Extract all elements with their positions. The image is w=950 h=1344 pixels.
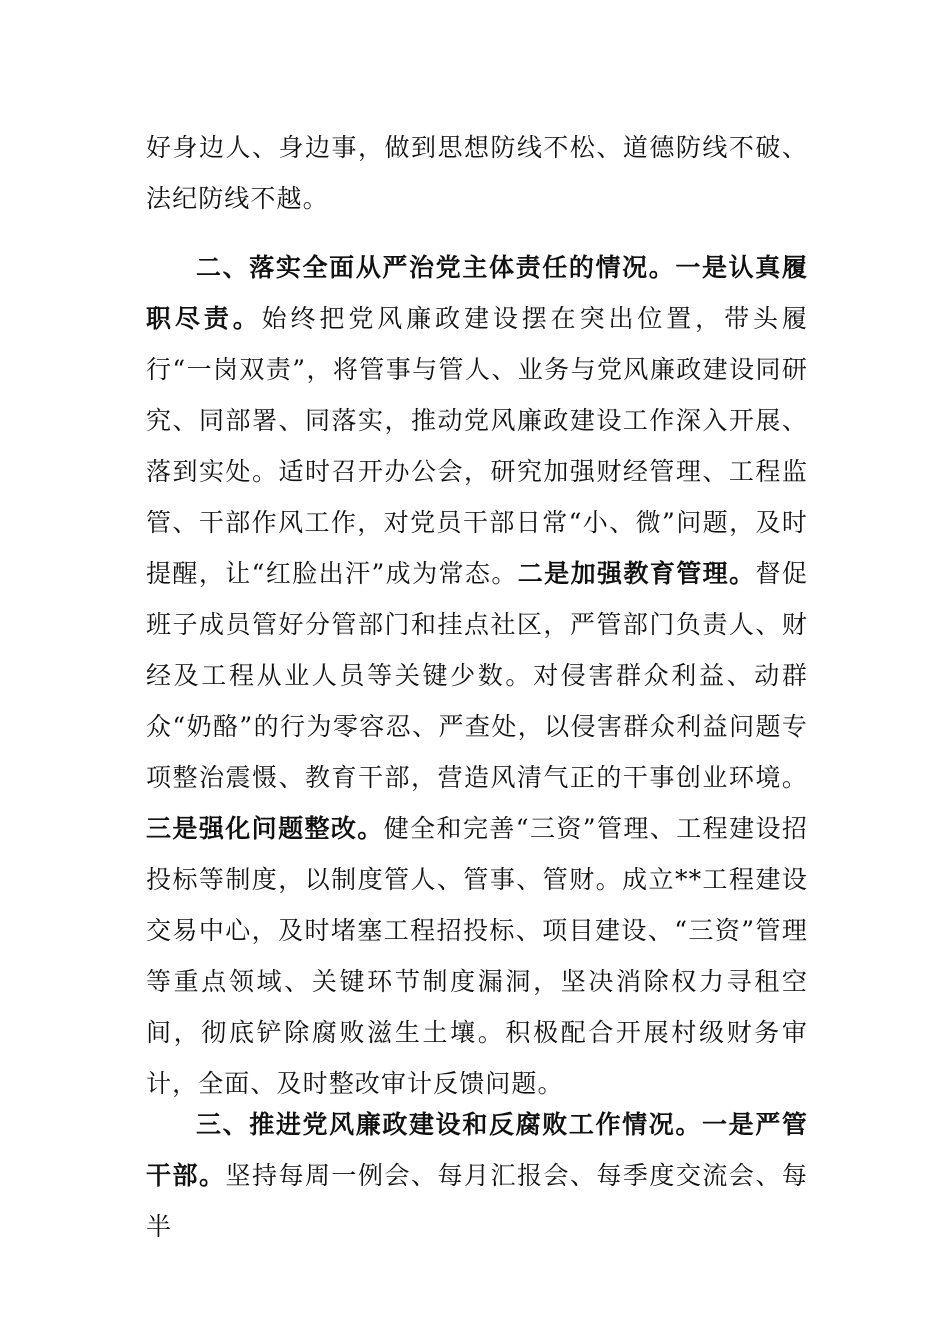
section-two-heading: 二、落实全面从严治党主体责任的情况。一是认真履职尽责。 [146,253,808,333]
paragraph-text: 督促班子成员管好分管部门和挂点社区，严管部门负责人、财经及工程从业人员等关键少数。对侵害群众利益、动群众“奶酪”的行为零容忍、严查处，以侵害群众利益问题专项整治震慑、教育干部，营造风清气正的干事创业环境。 [146,559,808,792]
paragraph-section-two [146,242,808,1109]
paragraph-text: 坚持每周一例会、每月汇报会、每季度交流会、每半 [146,1161,809,1241]
section-three-heading: 三、推进党风廉政建设和反腐败工作情况。一是严管干部。 [146,1110,808,1190]
paragraph-continuation [146,122,808,224]
paragraph-text: 好身边人、身边事，做到思想防线不松、道德防线不破、法纪防线不越。 [146,133,808,213]
subpoint-heading: 三是强化问题整改。 [146,814,384,843]
paragraph-text: 健全和完善“三资”管理、工程建设招投标等制度，以制度管人、管事、管财。成立**工程建设交易中心，及时堵塞工程招投标、项目建设、“三资”管理等重点领域、关键环节制度漏洞，坚决消除权力寻租空间，彻底铲除腐败滋生土壤。积极配合开展村级财务审计，全面、及时整改审计反馈问题。 [146,814,808,1098]
subpoint-heading: 二是加强教育管理。 [517,559,756,588]
paragraph-text: 始终把党风廉政建设摆在突出位置，带头履行“一岗双责”，将管事与管人、业务与党风廉政建设同研究、同部署、同落实，推动党风廉政建设工作深入开展、落到实处。适时召开办公会，研究加强财经管理、工程监管、干部作风工作，对党员干部日常“小、微”问题，及时提醒，让“红脸出汗”成为常态。 [146,304,808,588]
paragraph-section-three [146,1099,808,1252]
